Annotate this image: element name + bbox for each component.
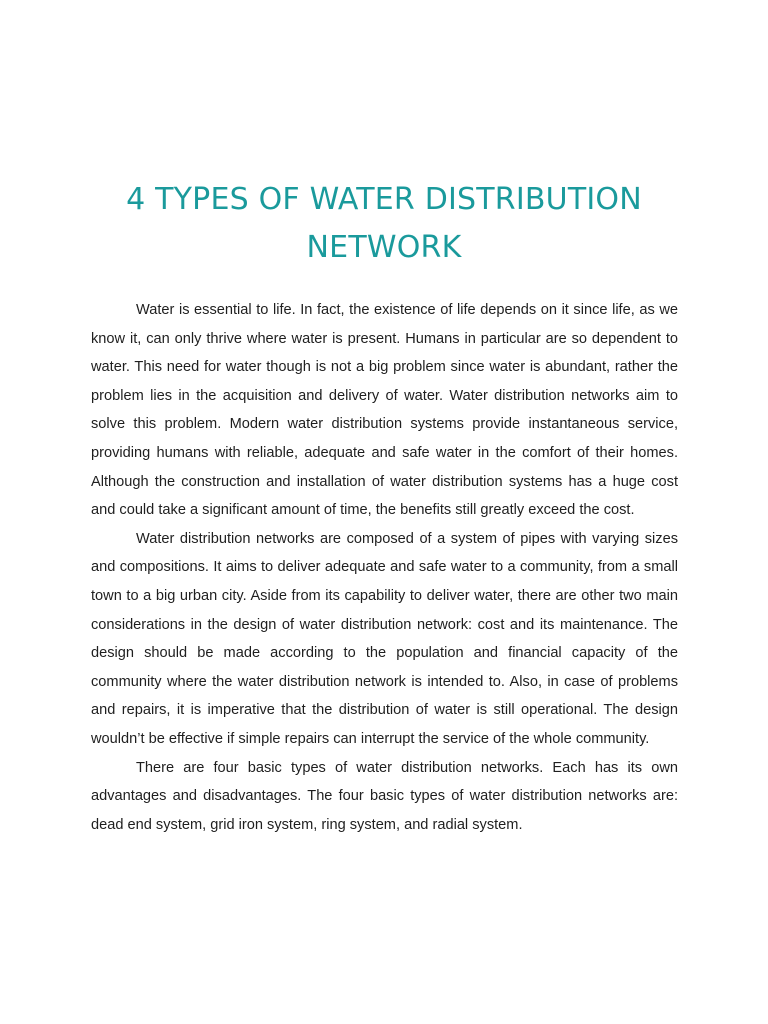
paragraph-composition: Water distribution networks are composed of a system of pipes with varying sizes and compositions. It aims to deliver adequate and safe water to a community, from a small town to a big urban city. Aside from its capability to deliver water, there are other two main considerations in the design of water distribution network: cost and its maintenance. The design should be made according to the population and financial capacity of the community where the water distribution network is intended to. Also, in case of problems and repairs, it is imperative that the distribution of water is still operational. The design wouldn’t be effective if simple repairs can interrupt the service of the whole community. xyxy=(91,530,678,747)
paragraph-types: There are four basic types of water distribution networks. Each has its own advantages and disadvantages. The four basic types of water distribution networks are: dead end system, grid iron system, ring system, and radial system. xyxy=(91,759,678,833)
document-title: 4 TYPES OF WATER DISTRIBUTION NETWORK xyxy=(126,182,642,265)
paragraph-intro: Water is essential to life. In fact, the existence of life depends on it since life, as we know it, can only thrive where water is present. Humans in particular are so dependent to water. This need for water though is not a big problem since water is abundant, rather the problem lies in the acquisition and delivery of water. Water distribution networks aim to solve this problem. Modern water distribution systems provide instantaneous service, providing humans with reliable, adequate and safe water in the comfort of their homes. Although the construction and installation of water distribution systems has a huge cost and could take a significant amount of time, the benefits still greatly exceed the cost. xyxy=(91,302,678,519)
document-body xyxy=(91,296,678,839)
